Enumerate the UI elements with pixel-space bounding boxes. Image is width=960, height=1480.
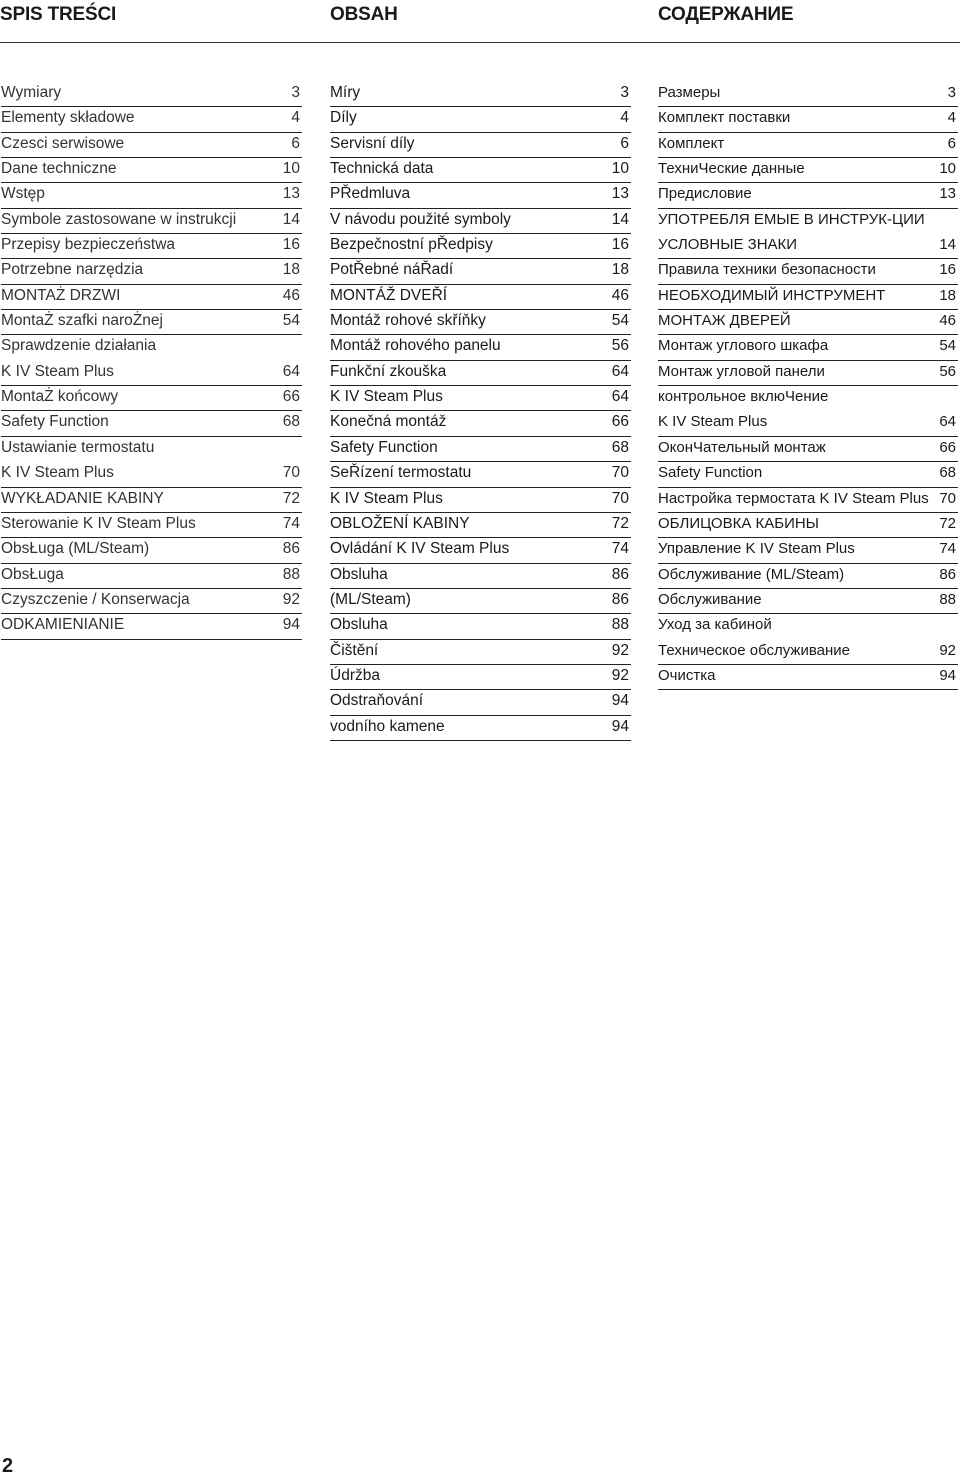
toc-entry: [658, 564, 958, 589]
toc-entry: [330, 640, 631, 665]
toc-entry-label: контрольное вклюЧение: [658, 388, 829, 406]
toc-entry-label: PotŘebné náŘadí: [330, 261, 454, 279]
toc-entry-label: vodního kamene: [330, 717, 445, 735]
toc-entry-page-number: 70: [611, 464, 629, 482]
toc-entry-label: Ovládání K IV Steam Plus: [330, 540, 510, 558]
toc-entry: [658, 488, 958, 513]
toc-entry-page-number: 70: [282, 464, 300, 482]
toc-entry-label: Wymiary: [1, 84, 62, 101]
toc-entry-page-number: 66: [282, 388, 300, 406]
toc-entry-page-number: 74: [611, 540, 629, 558]
toc-entry-page-number: 88: [939, 590, 956, 608]
toc-entry-label: Монтаж угловой панели: [658, 362, 825, 380]
toc-entry: [330, 614, 631, 639]
toc-entry: [1, 513, 302, 538]
toc-entry-page-number: 72: [939, 514, 956, 532]
toc-entry-label: Servisní díly: [330, 134, 415, 152]
toc-entry: [330, 285, 631, 310]
toc-entry-label: Díly: [330, 109, 357, 127]
page-number: 2: [2, 1455, 14, 1477]
toc-list-czech: [330, 82, 631, 741]
toc-entry-page-number: 4: [947, 109, 956, 127]
toc-entry-label: Technická data: [330, 160, 434, 178]
toc-entry-page-number: 64: [611, 388, 629, 406]
toc-entry-page-number: 3: [620, 84, 629, 101]
toc-entry: [330, 107, 631, 132]
toc-entry-label: Czyszczenie / Konserwacja: [1, 590, 190, 608]
toc-entry-page-number: 74: [939, 540, 956, 558]
toc-entry: [1, 361, 302, 386]
toc-entry-label: Elementy składowe: [1, 109, 135, 127]
toc-entry-label: PŘedmluva: [330, 185, 411, 203]
toc-entry: [330, 665, 631, 690]
toc-entry: [1, 386, 302, 411]
toc-entry-page-number: 54: [611, 312, 629, 330]
toc-entry-page-number: 13: [282, 185, 300, 203]
toc-entry-page-number: 3: [947, 84, 956, 101]
toc-entry-label: Обслуживание: [658, 590, 762, 608]
toc-entry-label: SeŘízení termostatu: [330, 464, 472, 482]
toc-entry-page-number: 10: [939, 160, 956, 178]
toc-entry: [1, 82, 302, 107]
toc-entry: [658, 437, 958, 462]
toc-entry: [658, 234, 958, 259]
toc-entry: [330, 437, 631, 462]
column-title-russian: СОДЕРЖАНИЕ: [658, 4, 794, 25]
toc-entry-page-number: 86: [939, 565, 956, 583]
toc-entry: [658, 209, 958, 234]
toc-entry-label: Комплект поставки: [658, 109, 791, 127]
toc-entry: [658, 614, 958, 639]
toc-entry: [330, 513, 631, 538]
toc-entry-label: Safety Function: [658, 464, 763, 482]
toc-entry-page-number: 56: [939, 362, 956, 380]
toc-entry-label: Wstęp: [1, 185, 45, 203]
toc-entry-page-number: 13: [611, 185, 629, 203]
toc-list-polish: [1, 82, 302, 640]
toc-entry-label: ОконЧательный монтаж: [658, 438, 826, 456]
toc-entry: [658, 361, 958, 386]
toc-entry: [1, 133, 302, 158]
toc-entry: [330, 488, 631, 513]
toc-entry: [658, 589, 958, 614]
toc-entry-label: Obsluha: [330, 616, 388, 634]
toc-entry-page-number: 72: [611, 514, 629, 532]
toc-entry-page-number: 70: [611, 489, 629, 507]
toc-entry-page-number: 70: [939, 489, 956, 507]
toc-entry-label: Symbole zastosowane w instrukcji: [1, 210, 237, 228]
toc-entry-page-number: 94: [939, 666, 956, 684]
toc-entry-page-number: 16: [282, 236, 300, 254]
toc-entry-label: Safety Function: [1, 413, 109, 431]
toc-entry: [330, 690, 631, 715]
toc-entry: [330, 259, 631, 284]
toc-entry: [1, 488, 302, 513]
toc-entry: [1, 437, 302, 462]
toc-entry-label: Очистка: [658, 666, 716, 684]
toc-entry: [1, 614, 302, 639]
toc-entry-page-number: 86: [611, 565, 629, 583]
toc-entry-label: Правила техники безопасности: [658, 261, 876, 279]
toc-entry-label: ТехниЧеские данные: [658, 160, 805, 178]
toc-entry-page-number: 68: [282, 413, 300, 431]
toc-entry-label: Funkční zkouška: [330, 362, 447, 380]
toc-entry-label: УСЛОВНЫЕ ЗНАКИ: [658, 236, 798, 254]
toc-entry-page-number: 10: [611, 160, 629, 178]
toc-entry-page-number: 66: [939, 438, 956, 456]
toc-entry-page-number: 64: [939, 413, 956, 431]
toc-entry: [1, 285, 302, 310]
toc-entry: [330, 183, 631, 208]
toc-entry-page-number: 92: [939, 641, 956, 659]
toc-entry-label: Комплект: [658, 134, 725, 152]
column-title-polish: SPIS TREŚCI: [0, 4, 117, 25]
toc-entry-page-number: 64: [611, 362, 629, 380]
toc-entry: [658, 285, 958, 310]
toc-entry-page-number: 92: [611, 641, 629, 659]
toc-entry: [658, 183, 958, 208]
toc-entry: [658, 386, 958, 411]
toc-entry-label: K IV Steam Plus: [1, 464, 114, 482]
toc-entry-page-number: 6: [620, 134, 629, 152]
toc-entry: [1, 234, 302, 259]
toc-entry: [330, 158, 631, 183]
header-divider: [0, 42, 960, 43]
toc-entry-label: Предисловие: [658, 185, 752, 203]
toc-entry-label: WYKŁADANIE KABINY: [1, 489, 164, 507]
toc-entry-page-number: 10: [282, 160, 300, 178]
toc-entry: [330, 538, 631, 563]
toc-entry-label: MontaŻ końcowy: [1, 388, 119, 406]
toc-entry: [330, 462, 631, 487]
toc-entry-page-number: 13: [939, 185, 956, 203]
toc-entry-page-number: 66: [611, 413, 629, 431]
toc-entry-label: Potrzebne narzędzia: [1, 261, 144, 279]
toc-entry: [1, 564, 302, 589]
toc-entry: [330, 335, 631, 360]
toc-entry: [658, 513, 958, 538]
toc-entry-label: Montáž rohového panelu: [330, 337, 501, 355]
toc-entry-label: ODKAMIENIANIE: [1, 616, 125, 634]
toc-entry-page-number: 4: [620, 109, 629, 127]
toc-entry-label: MONTÁŽ DVEŘÍ: [330, 286, 448, 304]
toc-entry: [658, 335, 958, 360]
toc-entry-label: V návodu použité symboly: [330, 210, 511, 228]
toc-entry-page-number: 46: [282, 286, 300, 304]
toc-entry-label: Montáž rohové skříňky: [330, 312, 486, 330]
toc-entry-label: Уход за кабиной: [658, 616, 772, 634]
toc-entry-page-number: 16: [611, 236, 629, 254]
toc-entry: [1, 589, 302, 614]
toc-entry: [330, 234, 631, 259]
toc-entry-label: ObsŁuga: [1, 565, 64, 583]
toc-entry-label: Управление K IV Steam Plus: [658, 540, 855, 558]
toc-entry: [658, 538, 958, 563]
toc-entry: [330, 411, 631, 436]
toc-entry-page-number: 14: [939, 236, 956, 254]
toc-entry-label: Ustawianie termostatu: [1, 438, 155, 456]
toc-entry: [658, 411, 958, 436]
toc-entry-page-number: 14: [611, 210, 629, 228]
toc-entry-label: Dane techniczne: [1, 160, 117, 178]
toc-entry-label: МОНТАЖ ДВЕРЕЙ: [658, 312, 791, 330]
toc-entry-page-number: 16: [939, 261, 956, 279]
toc-entry-label: Sterowanie K IV Steam Plus: [1, 514, 196, 532]
toc-entry-page-number: 72: [282, 489, 300, 507]
toc-entry-label: Przepisy bezpieczeństwa: [1, 236, 176, 254]
toc-entry-label: Czesci serwisowe: [1, 134, 125, 152]
toc-entry: [658, 462, 958, 487]
toc-entry-label: Safety Function: [330, 438, 438, 456]
column-title-czech: OBSAH: [330, 4, 398, 25]
toc-entry-page-number: 6: [947, 134, 956, 152]
toc-entry-page-number: 86: [282, 540, 300, 558]
toc-entry-label: Míry: [330, 84, 361, 101]
toc-entry: [658, 665, 958, 690]
toc-entry-label: Настройка термостата K IV Steam Plus: [658, 489, 929, 507]
toc-entry-label: ObsŁuga (ML/Steam): [1, 540, 150, 558]
toc-entry: [330, 361, 631, 386]
toc-entry: [1, 538, 302, 563]
toc-entry: [330, 386, 631, 411]
toc-entry-label: MONTAŻ DRZWI: [1, 286, 121, 304]
toc-entry: [1, 462, 302, 487]
toc-entry-page-number: 92: [611, 666, 629, 684]
toc-entry: [330, 564, 631, 589]
toc-entry-label: OBLOŽENÍ KABINY: [330, 514, 470, 532]
toc-entry-page-number: 3: [291, 84, 300, 101]
toc-entry-label: НЕОБХОДИМЫЙ ИНСТРУМЕНТ: [658, 286, 886, 304]
toc-entry-page-number: 74: [282, 514, 300, 532]
toc-entry: [658, 82, 958, 107]
toc-entry-label: ОБЛИЦОВКА КАБИНЫ: [658, 514, 819, 532]
toc-entry: [658, 107, 958, 132]
toc-entry-page-number: 54: [282, 312, 300, 330]
toc-entry: [330, 209, 631, 234]
toc-entry-page-number: 94: [611, 692, 629, 710]
toc-entry-label: K IV Steam Plus: [658, 413, 768, 431]
toc-entry: [330, 589, 631, 614]
toc-entry-page-number: 18: [611, 261, 629, 279]
toc-entry-page-number: 68: [611, 438, 629, 456]
toc-entry: [1, 158, 302, 183]
toc-entry-label: K IV Steam Plus: [1, 362, 114, 380]
toc-entry-label: (ML/Steam): [330, 590, 411, 608]
toc-entry-label: Техническое обслуживание: [658, 641, 850, 659]
toc-entry: [1, 335, 302, 360]
toc-entry: [1, 209, 302, 234]
toc-entry-label: Размеры: [658, 84, 721, 101]
toc-entry-label: Монтаж углового шкафа: [658, 337, 829, 355]
toc-entry-label: Sprawdzenie działania: [1, 337, 157, 355]
toc-entry-page-number: 46: [611, 286, 629, 304]
toc-entry: [658, 259, 958, 284]
toc-entry-page-number: 54: [939, 337, 956, 355]
toc-entry-label: Обслуживание (ML/Steam): [658, 565, 845, 583]
toc-entry-page-number: 94: [282, 616, 300, 634]
toc-entry-label: УПОТРЕБЛЯ ЕМЫЕ В ИНСТРУК-ЦИИ: [658, 210, 925, 228]
toc-entry-page-number: 64: [282, 362, 300, 380]
toc-entry: [330, 82, 631, 107]
toc-entry-label: Obsluha: [330, 565, 388, 583]
toc-entry-page-number: 86: [611, 590, 629, 608]
toc-list-russian: [658, 82, 958, 690]
toc-entry-page-number: 14: [282, 210, 300, 228]
toc-entry-label: K IV Steam Plus: [330, 388, 443, 406]
toc-entry: [658, 158, 958, 183]
toc-entry-page-number: 6: [291, 134, 300, 152]
toc-entry: [330, 133, 631, 158]
toc-entry-label: Údržba: [330, 666, 380, 684]
toc-entry-label: Bezpečnostní pŘedpisy: [330, 236, 493, 254]
toc-entry: [1, 259, 302, 284]
toc-entry-label: MontaŻ szafki naroŻnej: [1, 312, 163, 330]
toc-entry-page-number: 18: [939, 286, 956, 304]
toc-entry-label: Konečná montáž: [330, 413, 447, 431]
toc-entry-page-number: 88: [611, 616, 629, 634]
toc-entry: [658, 133, 958, 158]
toc-entry-page-number: 4: [291, 109, 300, 127]
toc-entry: [1, 183, 302, 208]
toc-entry-label: Odstraňování: [330, 692, 424, 710]
toc-entry-page-number: 46: [939, 312, 956, 330]
toc-entry: [1, 310, 302, 335]
toc-entry-label: Čištění: [330, 641, 379, 659]
toc-entry-page-number: 68: [939, 464, 956, 482]
toc-entry: [1, 107, 302, 132]
toc-entry-page-number: 88: [282, 565, 300, 583]
toc-entry-page-number: 92: [282, 590, 300, 608]
toc-entry: [658, 640, 958, 665]
toc-entry-label: K IV Steam Plus: [330, 489, 443, 507]
toc-entry-page-number: 18: [282, 261, 300, 279]
toc-entry-page-number: 56: [611, 337, 629, 355]
toc-entry: [330, 310, 631, 335]
toc-entry: [330, 716, 631, 741]
toc-entry: [1, 411, 302, 436]
toc-entry-page-number: 94: [611, 717, 629, 735]
toc-entry: [658, 310, 958, 335]
